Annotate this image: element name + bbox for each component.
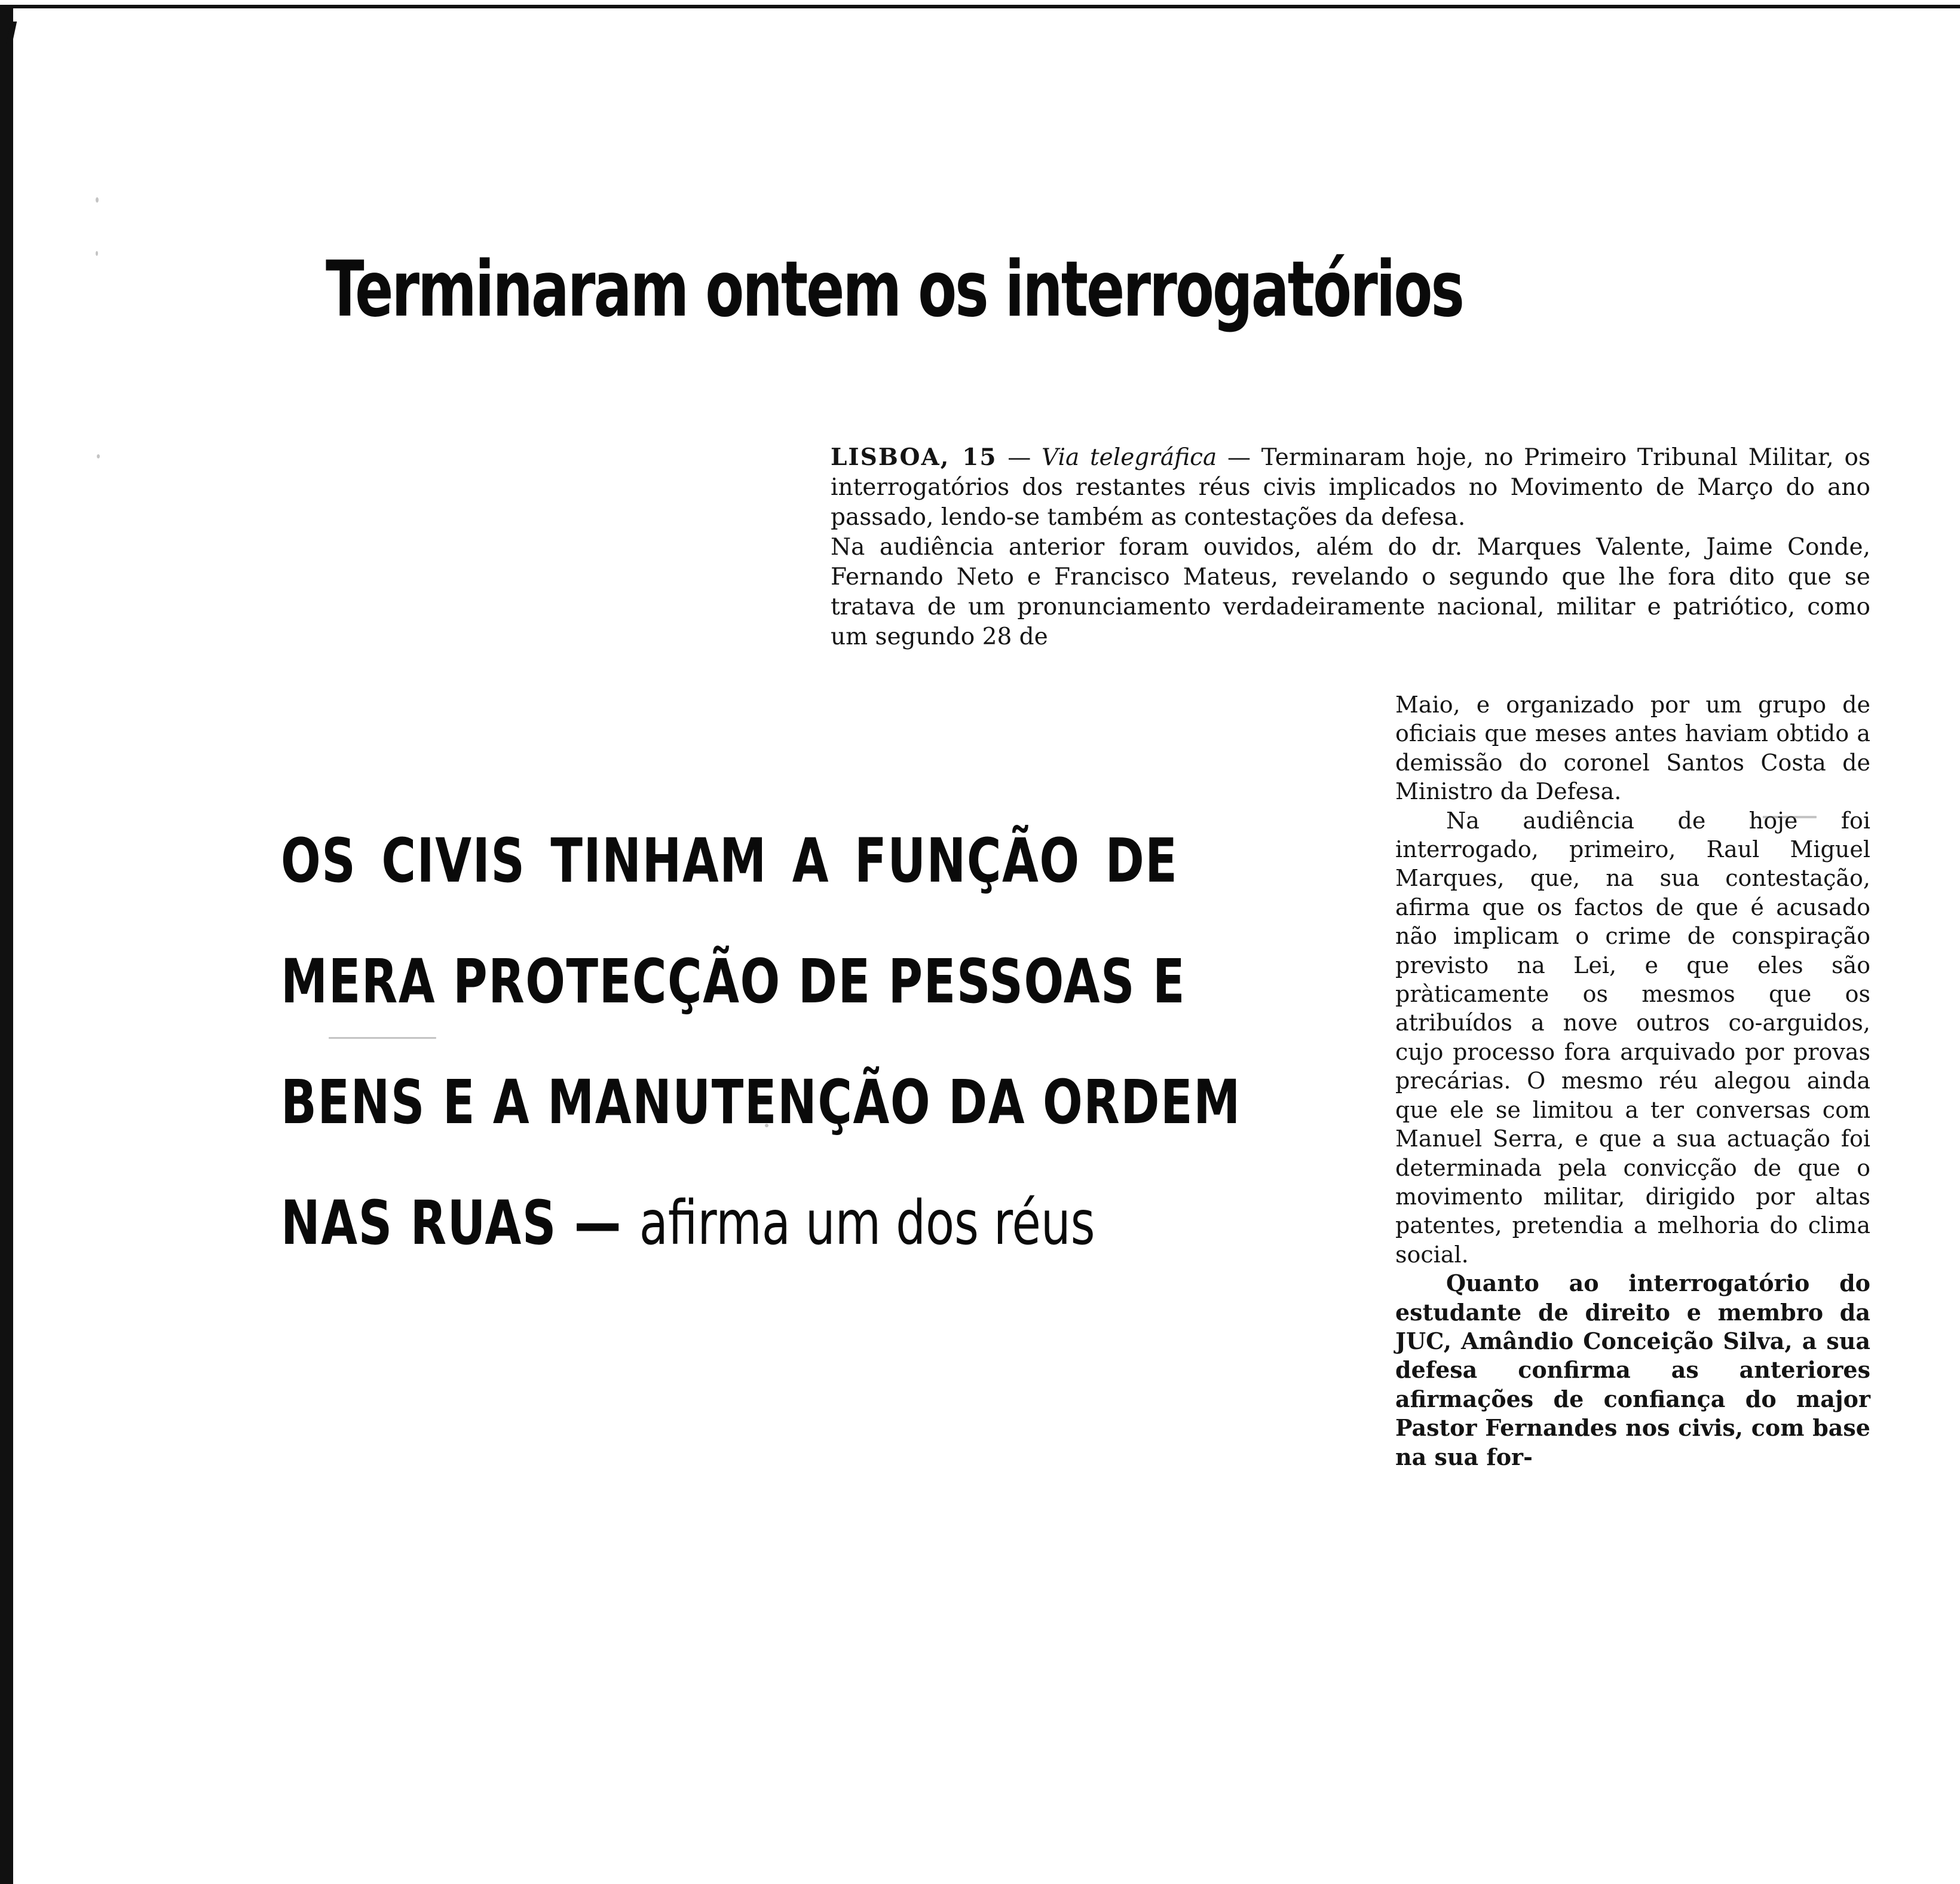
subhead-line-1: OS CIVIS TINHAM A FUNÇÃO DE <box>281 825 1178 897</box>
article-body-wide <box>831 442 1870 652</box>
article-paragraph-2-wide: Na audiência anterior foram ouvidos, além do dr. Marques Valente, Jaime Conde, Fernando Neto e Francisco Mateus, revelando o segundo que lhe fora dito que se tratava de um pronunciamento verdadeiramente nacional, militar e patriótico, como um segundo 28 de <box>831 534 1870 650</box>
subhead-line-4-caps: NAS RUAS — <box>281 1188 639 1259</box>
headline: Terminaram ontem os interrogatórios <box>326 245 1463 334</box>
scan-speck <box>1763 816 1817 818</box>
dateline-place: LISBOA, 15 <box>831 444 997 471</box>
left-border-rule <box>0 8 13 1884</box>
subhead-line-2: MERA PROTECÇÃO DE PESSOAS E <box>281 946 1186 1017</box>
article-paragraph-1-text: Terminaram hoje, no Primeiro Tribunal Militar, os interrogatórios dos restantes réus civis implicados no Movimento de Março do ano passado, lendo-se também as contestações da defesa. <box>831 444 1871 531</box>
subhead-line-4 <box>281 1163 1095 1284</box>
article-paragraph-4: Quanto ao interrogatório do estudante de direito e membro da JUC, Amândio Conceição Silva, a sua defesa confirma as anteriores afirmações de confiança do major Pastor Fernandes nos civis, com base na sua for- <box>1395 1270 1870 1470</box>
article-body-narrow <box>1395 690 1870 1472</box>
subhead-line-3: BENS E A MANUTENÇÃO DA ORDEM <box>281 1067 1241 1138</box>
top-border-rule <box>0 5 1960 8</box>
scan-speck <box>96 251 98 256</box>
subhead-line-4-lower: afirma um dos réus <box>639 1188 1095 1259</box>
dateline-separator-2: — <box>1217 444 1261 471</box>
article-paragraph-1 <box>831 442 1870 533</box>
dateline-via: Via telegráfica <box>1042 444 1217 471</box>
scan-speck <box>96 197 99 203</box>
article-paragraph-2-narrow: Maio, e organizado por um grupo de oficiais que meses antes haviam obtido a demissão do coronel Santos Costa de Ministro da Defesa. <box>1395 692 1870 805</box>
article-paragraph-3: Na audiência de hoje foi interrogado, primeiro, Raul Miguel Marques, que, na sua contestação, afirma que os factos de que é acusado não implicam o crime de conspiração previsto na Lei, e que eles são pràticamente os mesmos que os atribuídos a nove outros co-arguidos, cujo processo fora arquivado por provas precárias. O mesmo réu alegou ainda que ele se limitou a ter conversas com Manuel Serra, e que a sua actuação foi determinada pela convicção de que o movimento militar, dirigido por altas patentes, pretendia a melhoria do clima social. <box>1395 807 1870 1268</box>
scan-speck <box>97 454 100 458</box>
scan-speck <box>765 1124 768 1127</box>
scan-speck <box>329 1037 436 1039</box>
dateline-separator-1: — <box>997 444 1042 471</box>
subheadline <box>281 801 1241 1284</box>
